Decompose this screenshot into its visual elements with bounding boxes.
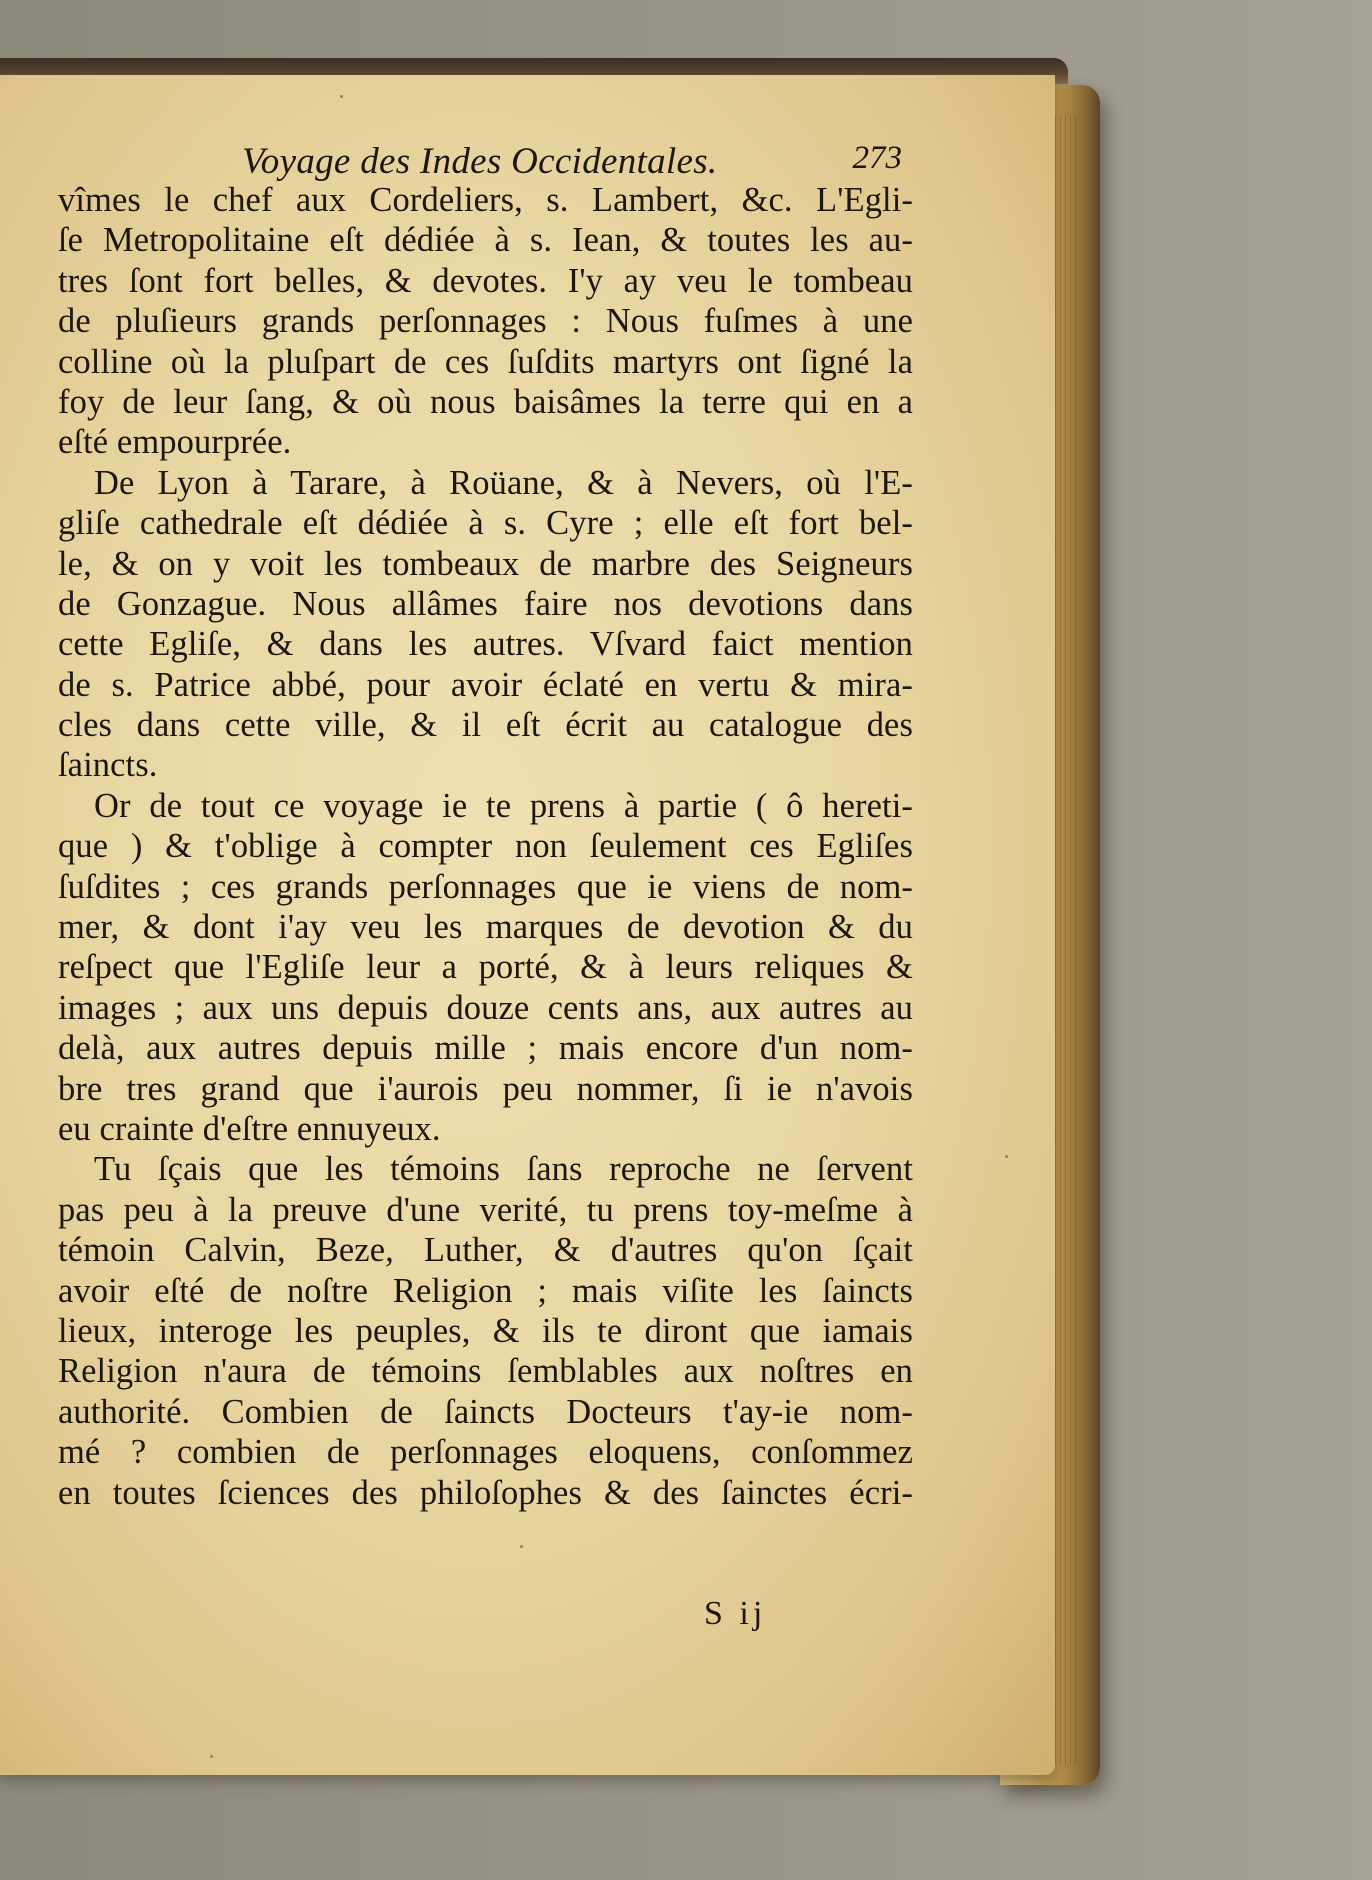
- page-number: 273: [852, 140, 902, 176]
- text-line: pas peu à la preuve d'une verité, tu prens toy-meſme à: [58, 1190, 913, 1229]
- text-line: eſté empourprée.: [58, 423, 292, 462]
- text-line: de Gonzague. Nous allâmes faire nos devotions dans: [58, 584, 913, 623]
- text-line: foy de leur ſang, & où nous baisâmes la terre qui en a: [58, 382, 913, 421]
- text-line: mer, & dont i'ay veu les marques de devotion & du: [58, 908, 913, 947]
- text-line: reſpect que l'Egliſe leur a porté, & à leurs reliques &: [58, 948, 913, 987]
- text-line: tres ſont fort belles, & devotes. I'y ay veu le tombeau: [58, 261, 913, 300]
- paper-speck: [520, 1545, 523, 1548]
- paragraph-start: Tu ſçais que les témoins ſans reproche ne ſervent: [94, 1150, 913, 1189]
- text-line: vîmes le chef aux Cordeliers, s. Lambert, &c. L'Egli-: [58, 181, 913, 219]
- paragraph-start: Or de tout ce voyage ie te prens à partie ( ô hereti-: [94, 786, 913, 825]
- text-line: que ) & t'oblige à compter non ſeulement ces Egliſes: [58, 827, 913, 866]
- text-line: bre tres grand que i'aurois peu nommer, ſi ie n'avois: [58, 1069, 913, 1108]
- text-line: témoin Calvin, Beze, Luther, & d'autres qu'on ſçait: [58, 1231, 913, 1270]
- text-line: delà, aux autres depuis mille ; mais encore d'un nom-: [58, 1029, 913, 1068]
- text-line: authorité. Combien de ſaincts Docteurs t'ay-ie nom-: [58, 1392, 913, 1431]
- paper-speck: [340, 95, 343, 98]
- text-line: de s. Patrice abbé, pour avoir éclaté en vertu & mira-: [58, 665, 913, 704]
- text-line: images ; aux uns depuis douze cents ans, aux autres au: [58, 988, 913, 1027]
- paper-speck: [1005, 1155, 1008, 1158]
- text-line: de pluſieurs grands perſonnages : Nous fuſmes à une: [58, 302, 913, 341]
- paper-speck: [210, 1755, 213, 1758]
- running-title: Voyage des Indes Occidentales.: [242, 141, 718, 182]
- text-line: Religion n'aura de témoins ſemblables aux noſtres en: [58, 1352, 913, 1391]
- text-line: gliſe cathedrale eſt dédiée à s. Cyre ; elle eſt fort bel-: [58, 504, 913, 543]
- text-line: colline où la pluſpart de ces ſuſdits martyrs ont ſigné la: [58, 342, 913, 381]
- text-line: lieux, interoge les peuples, & ils te diront que iamais: [58, 1311, 913, 1350]
- text-line: en toutes ſciences des philoſophes & des ſainctes écri-: [58, 1473, 913, 1512]
- body-text: [58, 180, 913, 1513]
- text-line: cette Egliſe, & dans les autres. Vſvard faict mention: [58, 625, 913, 664]
- paragraph-start: De Lyon à Tarare, à Roüane, & à Nevers, où l'E-: [94, 463, 913, 502]
- text-line: ſuſdites ; ces grands perſonnages que ie viens de nom-: [58, 867, 913, 906]
- signature-mark: S ij: [704, 1595, 767, 1632]
- text-line: le, & on y voit les tombeaux de marbre des Seigneurs: [58, 544, 913, 583]
- text-line: ſaincts.: [58, 746, 158, 785]
- text-line: avoir eſté de noſtre Religion ; mais viſite les ſaincts: [58, 1271, 913, 1310]
- text-line: ſe Metropolitaine eſt dédiée à s. Iean, & toutes les au-: [58, 221, 913, 260]
- text-line: eu crainte d'eſtre ennuyeux.: [58, 1109, 441, 1148]
- text-line: mé ? combien de perſonnages eloquens, conſommez: [58, 1433, 913, 1472]
- text-line: cles dans cette ville, & il eſt écrit au catalogue des: [58, 706, 913, 745]
